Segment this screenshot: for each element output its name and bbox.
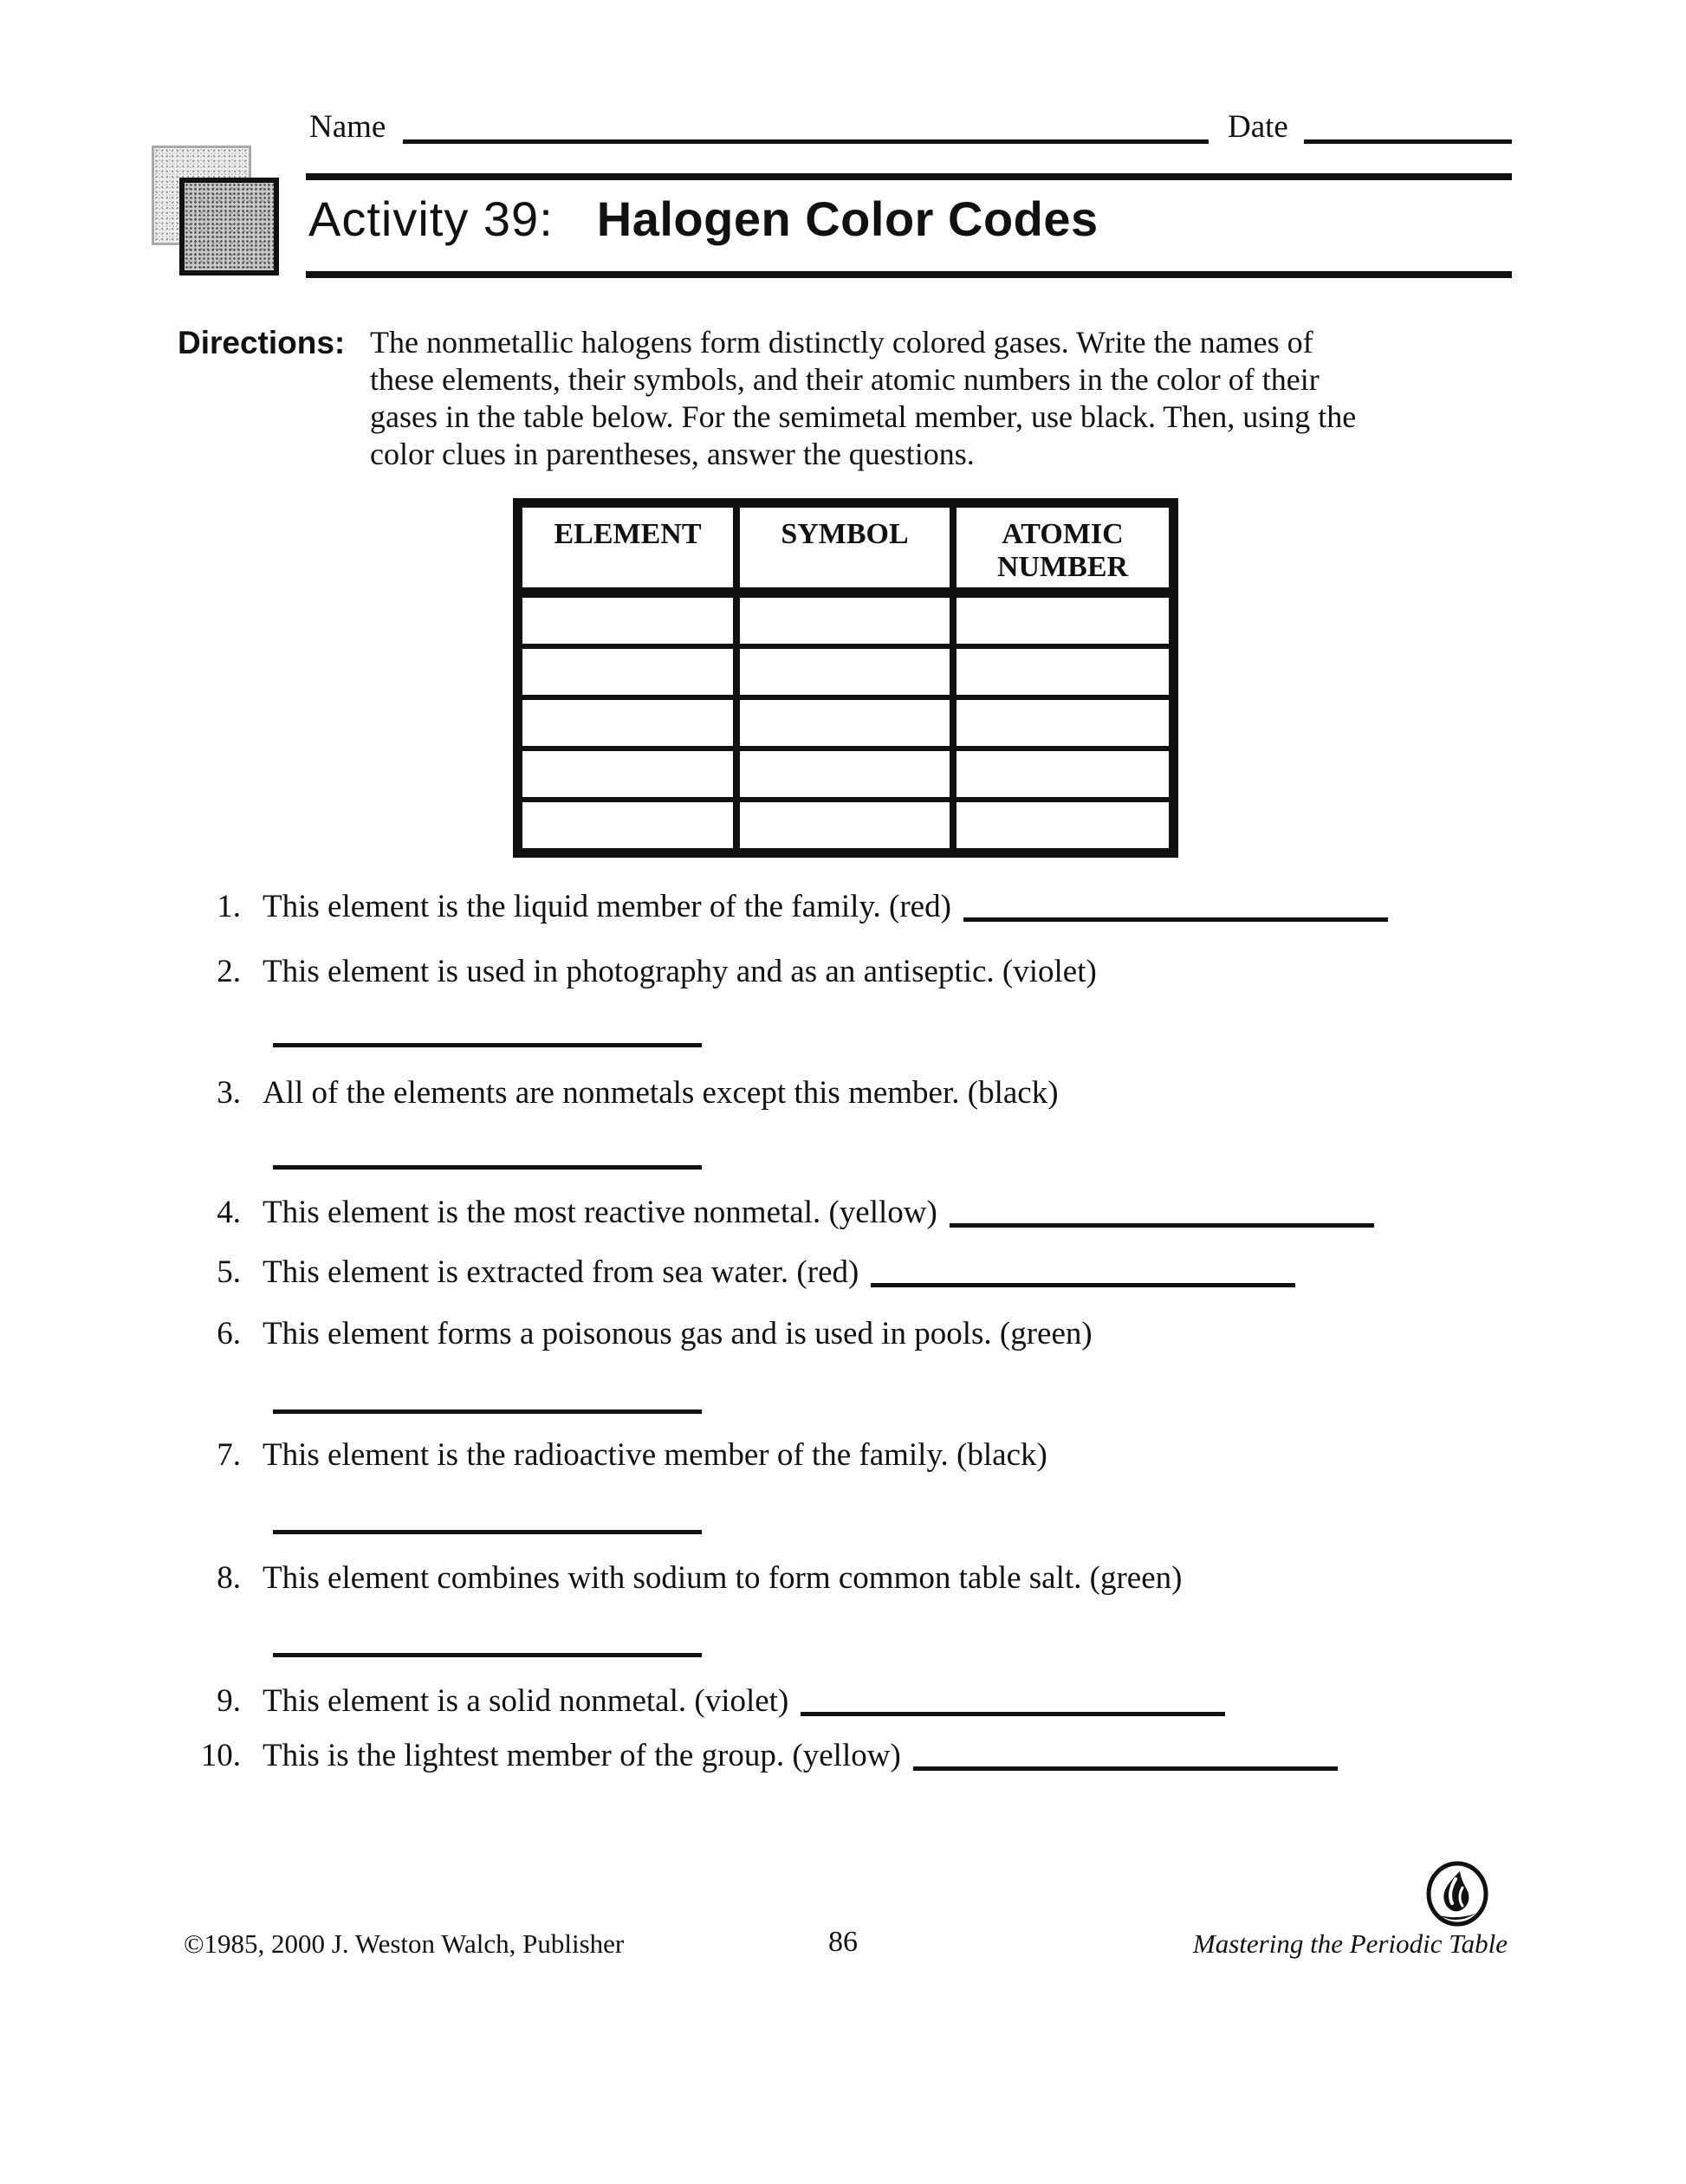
question-item bbox=[178, 955, 1564, 989]
table-cell-empty bbox=[740, 700, 950, 746]
question-text: All of the elements are nonmetals except this member. (black) bbox=[263, 1075, 1059, 1111]
question-item bbox=[178, 1317, 1564, 1351]
directions-line: The nonmetallic halogens form distinctly colored gases. Write the names of bbox=[370, 325, 1313, 360]
book-title-text: Mastering the Periodic Table bbox=[1192, 1928, 1508, 1959]
table-cell-empty bbox=[956, 598, 1169, 644]
answer-blank bbox=[273, 1530, 702, 1534]
question-text: This element is the radioactive member of the family. (black) bbox=[263, 1437, 1047, 1473]
question-number: 8. bbox=[217, 1560, 241, 1596]
question-text: This element combines with sodium to form common table salt. (green) bbox=[263, 1560, 1183, 1596]
activity-number-label: Activity 39: bbox=[308, 191, 554, 246]
question-text: This element is used in photography and as an antiseptic. (violet) bbox=[263, 954, 1097, 989]
question-text: This element is the most reactive nonmetal. (yellow) bbox=[263, 1195, 937, 1230]
question-number: 1. bbox=[217, 889, 241, 924]
directions-line: color clues in parentheses, answer the questions. bbox=[370, 437, 975, 471]
column-header-symbol: SYMBOL bbox=[740, 508, 950, 587]
table-cell-empty bbox=[522, 751, 733, 797]
date-label: Date bbox=[1228, 109, 1288, 145]
decorative-texture-front-square bbox=[179, 178, 279, 275]
question-number: 5. bbox=[217, 1254, 241, 1290]
element-table-body bbox=[522, 598, 1169, 848]
question-item bbox=[178, 1739, 1564, 1773]
question-text: This element is the liquid member of the family. (red) bbox=[263, 889, 951, 924]
answer-blank bbox=[963, 917, 1388, 922]
question-number: 2. bbox=[217, 954, 241, 989]
page-number: 86 bbox=[828, 1926, 858, 1958]
table-cell-empty bbox=[740, 649, 950, 695]
question-item bbox=[178, 1561, 1564, 1596]
table-cell-empty bbox=[522, 649, 733, 695]
element-table bbox=[513, 498, 1178, 858]
column-header-element: ELEMENT bbox=[522, 508, 733, 587]
question-number: 9. bbox=[217, 1683, 241, 1719]
question-number: 4. bbox=[217, 1195, 241, 1230]
question-item bbox=[178, 1438, 1564, 1473]
directions-label: Directions: bbox=[178, 325, 346, 360]
answer-blank bbox=[273, 1165, 702, 1170]
answer-blank bbox=[273, 1653, 702, 1657]
question-item bbox=[178, 1684, 1564, 1719]
answer-blank bbox=[801, 1711, 1225, 1716]
directions-paragraph bbox=[370, 324, 1356, 473]
question-number: 7. bbox=[217, 1437, 241, 1473]
title-top-rule bbox=[306, 173, 1512, 180]
copyright-text: ©1985, 2000 J. Weston Walch, Publisher bbox=[184, 1928, 625, 1959]
question-number: 3. bbox=[217, 1075, 241, 1111]
title-bottom-rule bbox=[306, 271, 1512, 278]
page-title bbox=[308, 192, 1099, 246]
answer-blank bbox=[871, 1282, 1295, 1287]
table-cell-empty bbox=[956, 802, 1169, 848]
activity-title: Halogen Color Codes bbox=[596, 191, 1099, 246]
question-number: 6. bbox=[217, 1316, 241, 1351]
answer-blank bbox=[273, 1410, 702, 1414]
question-number: 10. bbox=[200, 1738, 241, 1773]
directions-line: gases in the table below. For the semimetal member, use black. Then, using the bbox=[370, 399, 1357, 434]
table-cell-empty bbox=[740, 751, 950, 797]
name-blank-line bbox=[403, 139, 1209, 144]
table-cell-empty bbox=[956, 700, 1169, 746]
question-text: This element forms a poisonous gas and is used in pools. (green) bbox=[263, 1316, 1093, 1351]
question-item bbox=[178, 1196, 1564, 1230]
table-cell-empty bbox=[522, 802, 733, 848]
table-cell-empty bbox=[740, 598, 950, 644]
table-cell-empty bbox=[522, 598, 733, 644]
question-item bbox=[178, 890, 1564, 924]
publisher-flame-logo-icon bbox=[1423, 1861, 1491, 1930]
table-cell-empty bbox=[956, 649, 1169, 695]
question-text: This is the lightest member of the group. (yellow) bbox=[263, 1738, 901, 1773]
answer-blank bbox=[950, 1222, 1374, 1228]
column-header-atomic-number: ATOMIC NUMBER bbox=[956, 508, 1169, 587]
question-text: This element is a solid nonmetal. (violet) bbox=[263, 1683, 789, 1719]
answer-blank bbox=[913, 1766, 1338, 1771]
table-cell-empty bbox=[522, 700, 733, 746]
answer-blank bbox=[273, 1043, 702, 1047]
date-blank-line bbox=[1304, 139, 1512, 144]
question-text: This element is extracted from sea water. (red) bbox=[263, 1254, 859, 1290]
table-cell-empty bbox=[740, 802, 950, 848]
element-table-header-row bbox=[522, 508, 1169, 587]
directions-line: these elements, their symbols, and their atomic numbers in the color of their bbox=[370, 362, 1320, 397]
table-cell-empty bbox=[956, 751, 1169, 797]
name-label: Name bbox=[309, 109, 386, 145]
question-item bbox=[178, 1255, 1564, 1290]
question-item bbox=[178, 1076, 1564, 1111]
